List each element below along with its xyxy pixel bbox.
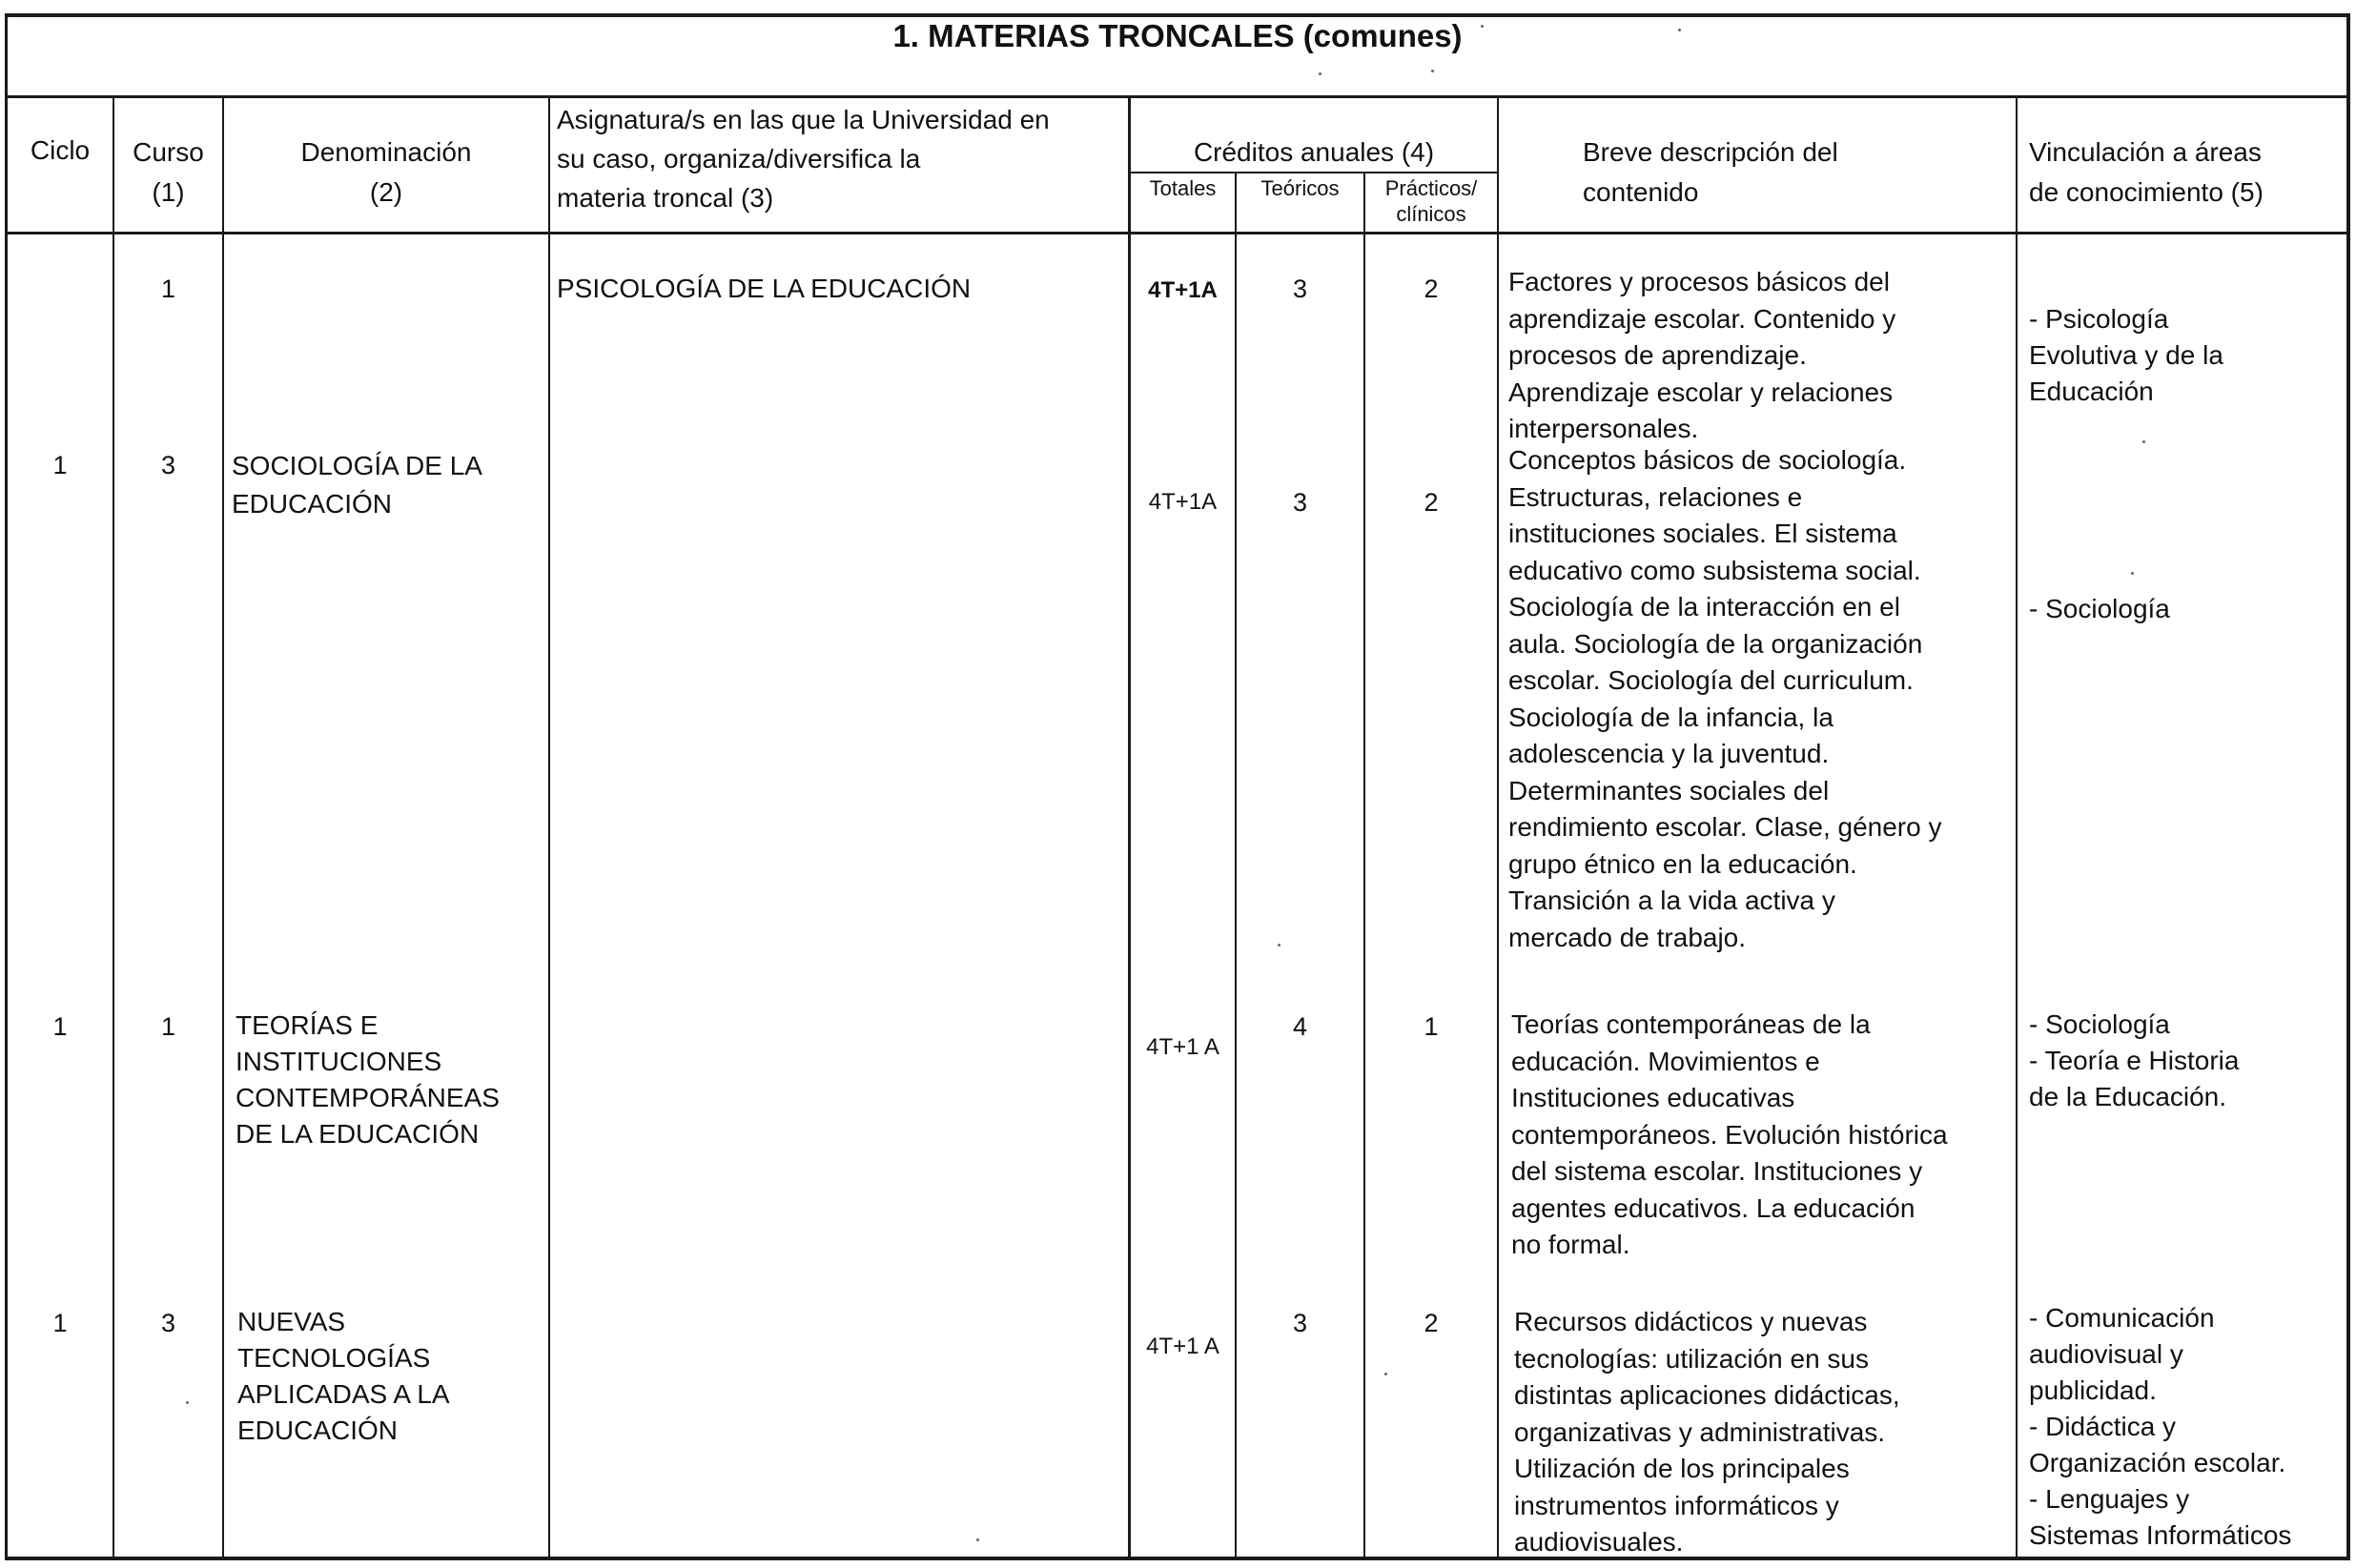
table-title: 1. MATERIAS TRONCALES (comunes) <box>892 18 1463 53</box>
row4-practicos: 2 <box>1424 1309 1439 1337</box>
row4-totales: 4T+1 A <box>1146 1334 1219 1359</box>
row2-practicos: 2 <box>1424 488 1439 517</box>
scan-speck <box>1319 72 1321 75</box>
row2-denominacion: SOCIOLOGÍA DE LA EDUCACIÓN <box>232 451 482 519</box>
row4-denominacion: NUEVAS TECNOLOGÍAS APLICADAS A LA EDUCACIÓN <box>237 1307 450 1445</box>
scan-speck <box>1678 29 1681 31</box>
header-curso: Curso (1) <box>133 137 204 207</box>
row1-asignatura: PSICOLOGÍA DE LA EDUCACIÓN <box>557 274 972 303</box>
row4-curso: 3 <box>160 1309 176 1337</box>
header-bottom-border <box>5 232 2350 234</box>
column-rule-teoricos <box>1363 173 1365 1558</box>
header-asignatura: Asignatura/s en las que la Universidad en su caso, organiza/diversifica la materia troncal (3) <box>557 105 1050 213</box>
row1-practicos: 2 <box>1424 275 1439 303</box>
row2-totales: 4T+1A <box>1148 489 1218 515</box>
row4-teoricos: 3 <box>1292 1309 1308 1337</box>
scan-speck <box>1278 944 1280 947</box>
row2-curso: 3 <box>160 451 176 479</box>
column-rule-denominacion <box>548 96 550 1558</box>
row4-ciclo: 1 <box>52 1309 68 1337</box>
row1-descripcion: Factores y procesos básicos del aprendizaje escolar. Contenido y procesos de aprendizaje. Aprendizaje escolar y relaciones interpersonales. <box>1508 267 1896 443</box>
column-rule-descripcion <box>2016 96 2018 1558</box>
column-rule-curso <box>222 96 224 1558</box>
scan-speck <box>976 1538 979 1541</box>
row2-vinculacion: - Sociología <box>2029 594 2170 623</box>
row1-curso: 1 <box>160 275 176 303</box>
row3-vinculacion: - Sociología - Teoría e Historia de la Educación. <box>2029 1009 2240 1111</box>
header-teoricos: Teóricos <box>1260 176 1340 200</box>
row3-curso: 1 <box>160 1012 176 1041</box>
row1-teoricos: 3 <box>1292 275 1308 303</box>
title-bottom-border <box>5 95 2350 98</box>
scan-speck <box>2131 572 2134 575</box>
header-creditos: Créditos anuales (4) <box>1193 137 1435 167</box>
row3-practicos: 1 <box>1424 1012 1439 1041</box>
table-right-border <box>2346 13 2350 1560</box>
header-totales: Totales <box>1149 176 1217 200</box>
column-rule-practicos <box>1497 96 1499 1558</box>
credits-subheader-border <box>1128 172 1497 173</box>
row3-ciclo: 1 <box>52 1012 68 1041</box>
row3-denominacion: TEORÍAS E INSTITUCIONES CONTEMPORÁNEAS DE LA EDUCACIÓN <box>236 1010 500 1149</box>
scan-speck <box>1481 25 1484 28</box>
row3-descripcion: Teorías contemporáneas de la educación. Movimientos e Instituciones educativas contemporáneos. Evolución histórica del sistema escolar. Instituciones y agentes educativos. La educación no formal. <box>1511 1009 1948 1259</box>
column-rule-totales <box>1235 173 1237 1558</box>
header-descripcion: Breve descripción del contenido <box>1583 137 1838 207</box>
scan-speck <box>186 1401 189 1404</box>
scan-speck <box>1384 1373 1387 1375</box>
scan-speck <box>2142 440 2145 443</box>
row3-totales: 4T+1 A <box>1146 1034 1219 1060</box>
row1-totales: 4T+1A <box>1148 277 1218 303</box>
row1-vinculacion: - Psicología Evolutiva y de la Educación <box>2029 304 2223 406</box>
header-denominacion: Denominación (2) <box>300 137 472 207</box>
row2-ciclo: 1 <box>52 451 68 479</box>
scan-speck <box>1431 70 1434 72</box>
header-vinculacion: Vinculación a áreas de conocimiento (5) <box>2029 137 2264 207</box>
row4-vinculacion: - Comunicación audiovisual y publicidad. - Didáctica y Organización escolar. - Lenguajes y Sistemas Informáticos <box>2029 1303 2292 1550</box>
row4-descripcion: Recursos didácticos y nuevas tecnologías: utilización en sus distintas aplicaciones didácticas, organizativas y administrativas. Utilización de los principales instrumentos informáticos y audiovisuales. <box>1514 1307 1900 1557</box>
table-bottom-border <box>5 1557 2350 1560</box>
row3-teoricos: 4 <box>1292 1012 1308 1041</box>
header-ciclo: Ciclo <box>30 135 91 165</box>
row2-descripcion: Conceptos básicos de sociología. Estructuras, relaciones e instituciones sociales. El sistema educativo como subsistema social. Sociología de la interacción en el aula. Sociología de la organización escolar. Sociología del curriculum. Sociología de la infancia, la adolescencia y la juventud. Determinantes sociales del rendimiento escolar. Clase, género y grupo étnico en la educación. Transición a la vida activa y mercado de trabajo. <box>1508 445 1942 952</box>
header-practicos: Prácticos/ clínicos <box>1384 176 1478 226</box>
row2-teoricos: 3 <box>1292 488 1308 517</box>
